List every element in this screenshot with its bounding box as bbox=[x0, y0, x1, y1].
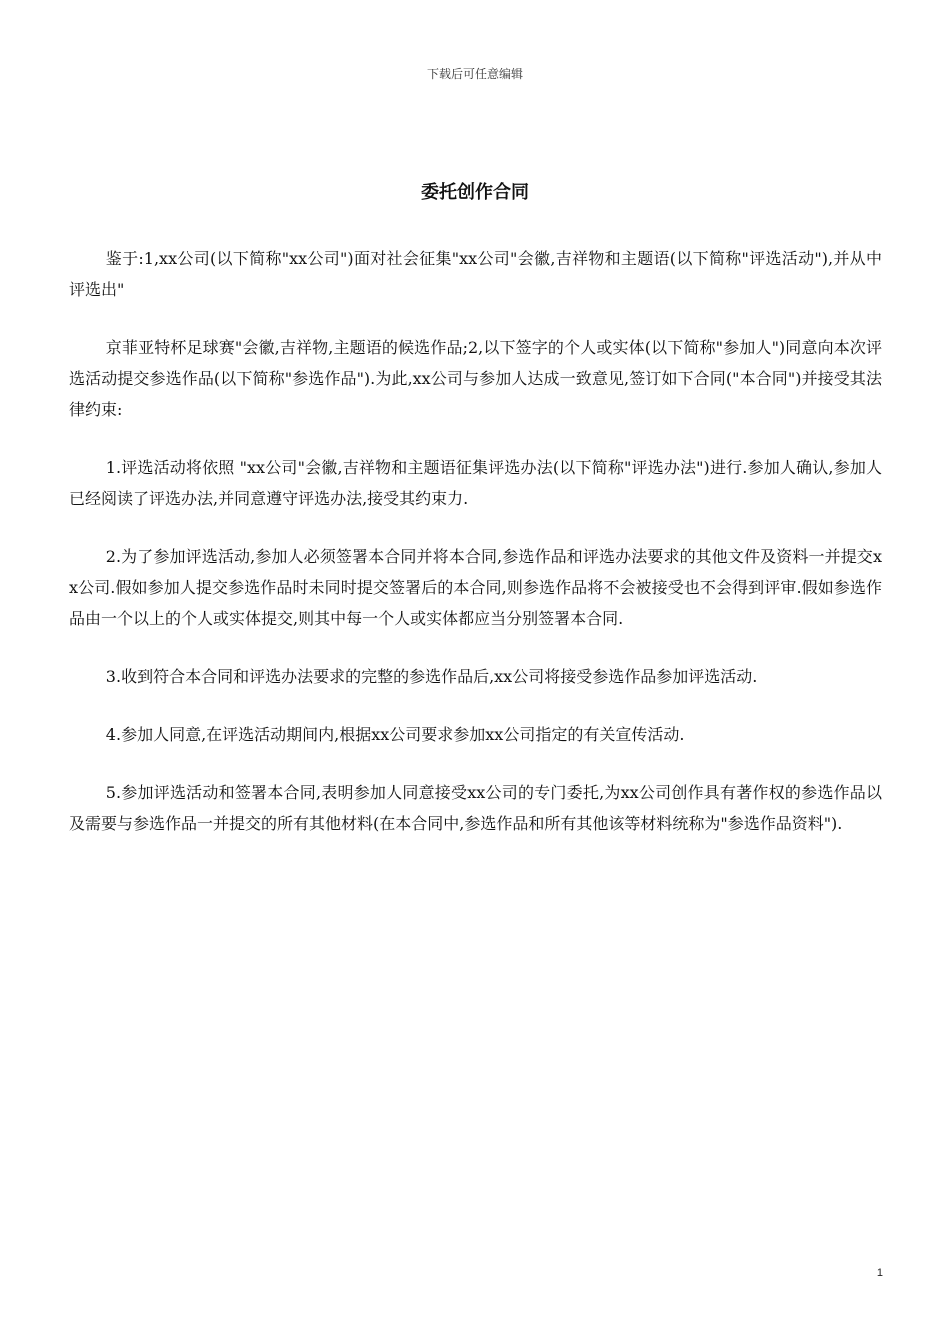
page-number: 1 bbox=[876, 1267, 883, 1279]
paragraph-clause-4: 4.参加人同意,在评选活动期间内,根据xx公司要求参加xx公司指定的有关宣传活动. bbox=[105, 725, 685, 744]
paragraph-clause-3: 3.收到符合本合同和评选办法要求的完整的参选作品后,xx公司将接受参选作品参加评选活动. bbox=[105, 667, 758, 686]
paragraph-clause-2: 2.为了参加评选活动,参加人必须签署本合同并将本合同,参选作品和评选办法要求的其他文件及资料一并提交xx公司.假如参加人提交参选作品时未同时提交签署后的本合同,则参选作品将不会被接受也不会得到评审.假如参选作品由一个以上的个人或实体提交,则其中每一个人或实体都应当分别签署本合同. bbox=[69, 547, 882, 628]
paragraph-clause-1: 1.评选活动将依照 "xx公司"会徽,吉祥物和主题语征集评选办法(以下简称"评选办法")进行.参加人确认,参加人已经阅读了评选办法,并同意遵守评选办法,接受其约束力. bbox=[69, 458, 882, 508]
header-note: 下载后可任意编辑 bbox=[426, 67, 523, 81]
document-body bbox=[69, 243, 882, 866]
paragraph-preamble-2: 京菲亚特杯足球赛"会徽,吉祥物,主题语的候选作品;2,以下签字的个人或实体(以下简称"参加人")同意向本次评选活动提交参选作品(以下简称"参选作品").为此,xx公司与参加人达成一致意见,签订如下合同("本合同")并接受其法律约束: bbox=[69, 338, 882, 419]
paragraph-preamble-1: 鉴于:1,xx公司(以下简称"xx公司")面对社会征集"xx公司"会徽,吉祥物和主题语(以下简称"评选活动"),并从中评选出" bbox=[69, 249, 882, 299]
document-title: 委托创作合同 bbox=[421, 182, 529, 203]
paragraph-clause-5: 5.参加评选活动和签署本合同,表明参加人同意接受xx公司的专门委托,为xx公司创作具有著作权的参选作品以及需要与参选作品一并提交的所有其他材料(在本合同中,参选作品和所有其他该等材料统称为"参选作品资料"). bbox=[69, 783, 882, 833]
